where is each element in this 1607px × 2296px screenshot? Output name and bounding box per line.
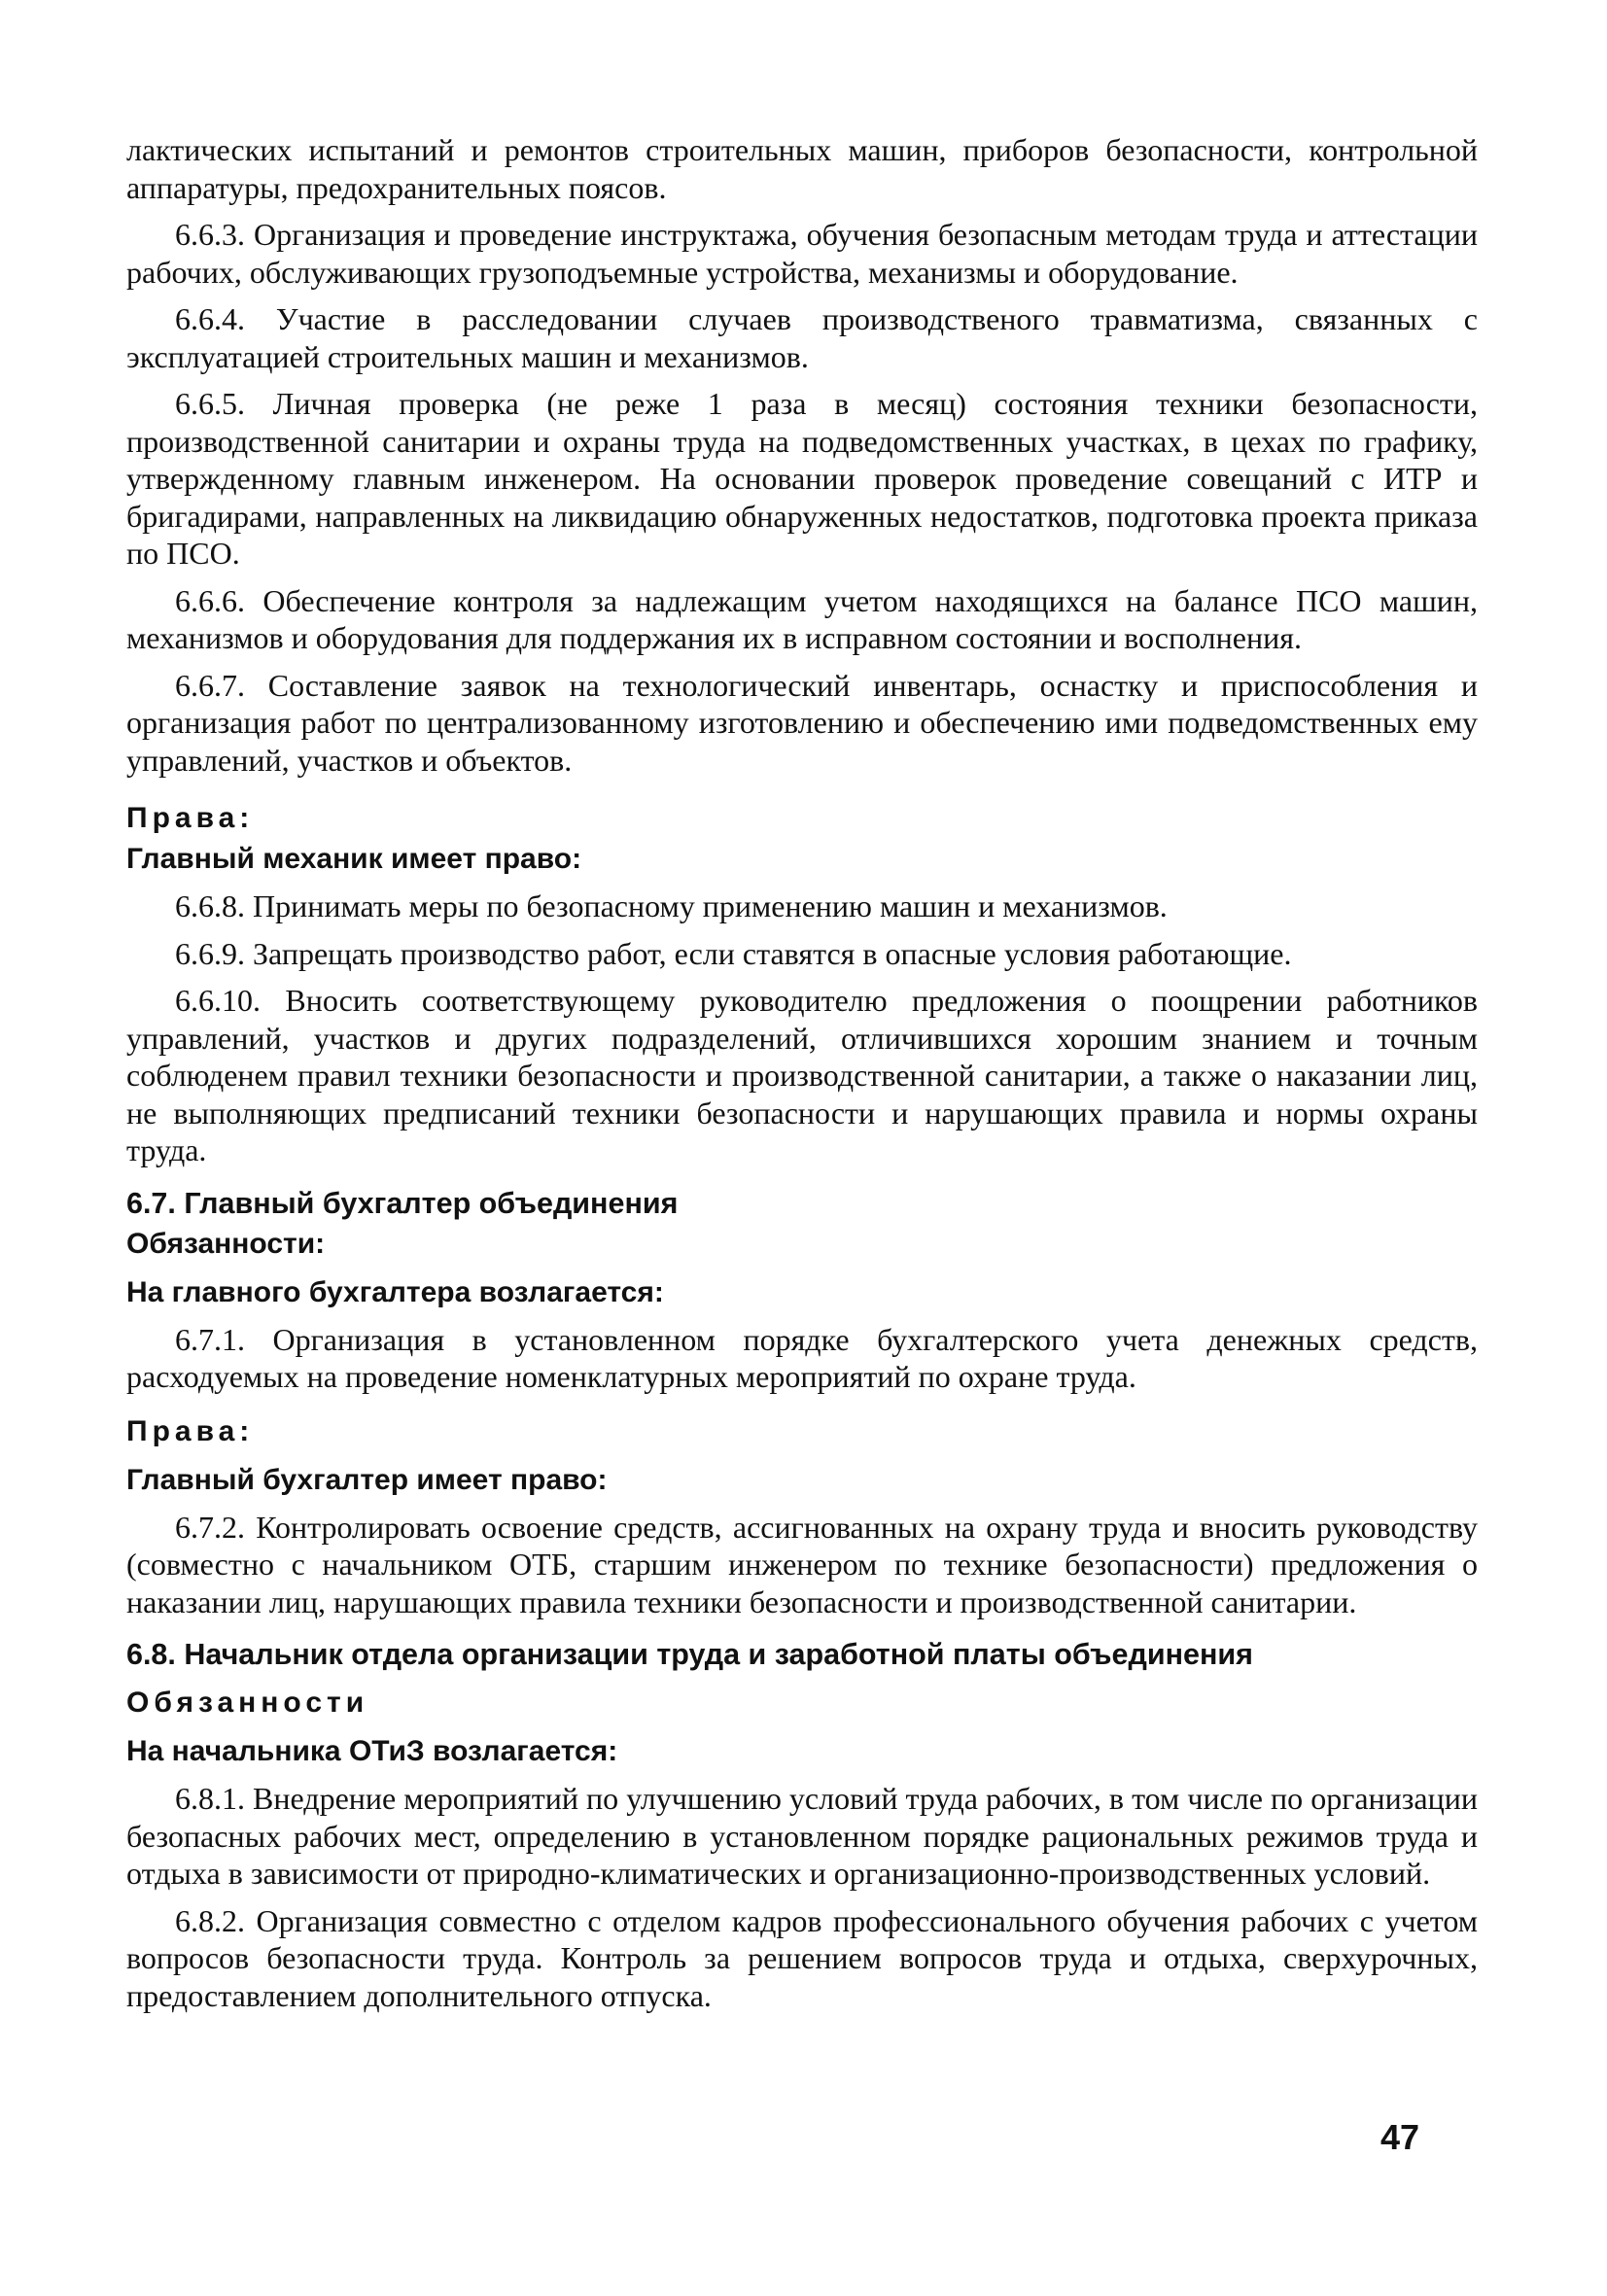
paragraph-6-7-2: 6.7.2. Контролировать освоение средств, ассигнованных на охрану труда и вносить руководству (совместно с начальником ОТБ, старшим инженером по технике безопасности) предложения о наказании лиц, нарушающих правила техники безопасности и производственной санитарии. [126, 1509, 1478, 1619]
paragraph-6-6-3: 6.6.3. Организация и проведение инструктажа, обучения безопасным методам труда и аттестации рабочих, обслуживающих грузоподъемные устройства, механизмы и оборудование. [126, 217, 1478, 290]
otiz-duties-heading: На начальника ОТиЗ возлагается: [126, 1735, 618, 1767]
mechanic-rights-heading: Главный механик имеет право: [126, 843, 582, 875]
document-page [126, 131, 1478, 2014]
paragraph-6-6-9: 6.6.9. Запрещать производство работ, если ставятся в опасные условия работающие. [175, 935, 1292, 971]
paragraph-6-8-1: 6.8.1. Внедрение мероприятий по улучшению условий труда рабочих, в том числе по организации безопасных рабочих мест, определению в установленном порядке рациональных режимов труда и отдыха в зависимости от природно-климатических и организационно-производственных условий. [126, 1781, 1478, 1891]
paragraph-6-6-7: 6.6.7. Составление заявок на технологический инвентарь, оснастку и приспособления и организация работ по централизованному изготовлению и обеспечению ими подведомственных ему управлений, участков и объектов. [126, 667, 1478, 778]
duties-heading-otiz: Обязанности [126, 1687, 369, 1719]
paragraph-6-6-10: 6.6.10. Вносить соответствующему руководителю предложения о поощрении работников управлений, участков и других подразделений, отличившихся хорошим знанием и точным соблюденем правил техники безопасности и производственной санитарии, а также о наказании лиц, не выполняющих предписаний техники безопасности и нарушающих правила и нормы охраны труда. [126, 983, 1478, 1167]
paragraph-6-7-1: 6.7.1. Организация в установленном порядке бухгалтерского учета денежных средств, расходуемых на проведение номенклатурных мероприятий по охране труда. [126, 1321, 1478, 1394]
duties-heading-accountant: Обязанности: [126, 1227, 326, 1260]
page-number: 47 [1380, 2117, 1420, 2157]
paragraph-6-6-8: 6.6.8. Принимать меры по безопасному применению машин и механизмов. [175, 888, 1168, 923]
accountant-rights-heading: Главный бухгалтер имеет право: [126, 1463, 608, 1496]
section-6-8-title: 6.8. Начальник отдела организации труда и заработной платы объединения [126, 1638, 1253, 1671]
paragraph-6-6-4: 6.6.4. Участие в расследовании случаев производственого травматизма, связанных с эксплуатацией строительных машин и механизмов. [126, 301, 1478, 374]
section-6-7-title: 6.7. Главный бухгалтер объединения [126, 1186, 679, 1220]
paragraph-6-6-6: 6.6.6. Обеспечение контроля за надлежащим учетом находящихся на балансе ПСО машин, механизмов и оборудования для поддержания их в исправном состоянии и восполнения. [126, 582, 1478, 655]
accountant-duties-heading: На главного бухгалтера возлагается: [126, 1275, 664, 1308]
rights-heading-mechanic: Права: [126, 802, 255, 834]
rights-heading-accountant: Права: [126, 1414, 255, 1447]
paragraph-continuation: лактических испытаний и ремонтов строительных машин, приборов безопасности, контрольной аппаратуры, предохранительных поясов. [126, 132, 1478, 205]
paragraph-6-8-2: 6.8.2. Организация совместно с отделом кадров профессионального обучения рабочих с учетом вопросов безопасности труда. Контроль за решением вопросов труда и отдыха, сверхурочных, предоставлением дополнительного отпуска. [126, 1902, 1478, 2013]
paragraph-6-6-5: 6.6.5. Личная проверка (не реже 1 раза в месяц) состояния техники безопасности, производственной санитарии и охраны труда на подведомственных участках, в цехах по графику, утвержденному главным инженером. На основании проверок проведение совещаний с ИТР и бригадирами, направленных на ликвидацию обнаруженных недостатков, подготовка проекта приказа по ПСО. [126, 386, 1478, 571]
